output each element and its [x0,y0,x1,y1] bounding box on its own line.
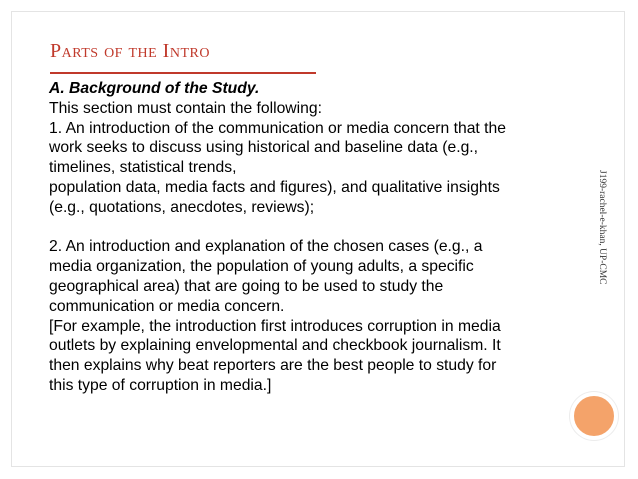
section-heading: A. Background of the Study. [49,80,260,97]
point-1-line: (e.g., quotations, anecdotes, reviews); [49,198,315,216]
example-line: [For example, the introduction first introduces corruption in media [49,317,501,335]
paragraph-gap [49,218,584,238]
point-1-line: timelines, statistical trends, [49,159,237,177]
point-2-line: geographical area) that are going to be used to study the [49,277,444,295]
point-2-line: communication or media concern. [49,297,285,315]
point-1-line: population data, media facts and figures), and qualitative insights [49,178,500,196]
example-line: then explains why beat reporters are the best people to study for [49,357,497,375]
intro-line: This section must contain the following: [49,99,322,117]
example-line: this type of corruption in media.] [49,376,272,394]
point-2-line: media organization, the population of young adults, a specific [49,258,474,276]
decorative-circle [570,392,618,440]
point-1-line: work seeks to discuss using historical and baseline data (e.g., [49,139,479,157]
example-line: outlets by explaining envelopmental and checkbook journalism. It [49,337,501,355]
title-underline [50,72,316,74]
slide-title: Parts of the Intro [50,40,210,62]
author-side-label: J199-rachel-e-khan, UP-CMC [597,170,607,285]
point-2-line: 2. An introduction and explanation of the chosen cases (e.g., a [49,238,483,256]
slide-body [49,79,584,396]
point-1-line: 1. An introduction of the communication or media concern that the [49,119,506,137]
